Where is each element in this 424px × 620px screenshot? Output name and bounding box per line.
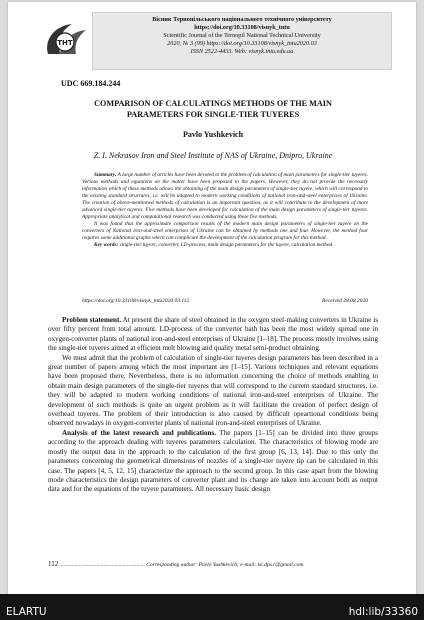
journal-name-en: Scientific Journal of the Ternopil National Technical University bbox=[163, 32, 321, 39]
handle-id[interactable]: hdl:lib/33360 bbox=[348, 606, 418, 618]
title-line-1: COMPARISON OF CALCULATINGS METHODS OF THE MAIN bbox=[94, 99, 332, 108]
analysis-text: The papers [1–15] can be divided into three groups according to the approach dealing with tuyeres parameters calculation. The characteristics of blowing mode are mostly the output data in the approach to the calculation of the first group [6, 13, 14]. Due to this only the parameters concerning the geometrical dimensions of nozzles of a single-tier tuyere tip can be calculated in this case. The papers [4, 5, 12, 15] characterize the approach to the second group. In this case apart from the blowing mode characteristics the design parameters of converter plant and its charge are taken into account both as output data and for the equations of the tuyere parameters. All necessary basic design bbox=[48, 428, 378, 494]
article-doi[interactable]: https://doi.org/10.33108/visnyk_tntu2020.03.112 bbox=[82, 298, 190, 304]
author-name: Pavlo Yushkevich bbox=[182, 130, 244, 139]
corresponding-author: Corresponding author: Pavlo Yushkevich; e-mail: isi.dps.r@gmail.com bbox=[146, 562, 304, 568]
keywords-text: single-tier tuyere, converter, LD-process, main design parameters for the tuyere, calculation method. bbox=[118, 242, 334, 248]
body-paragraph-2: We must admit that the problem of calculation of single-tier tuyeres design parameters has been described in a great number of papers among which the most important are [1–15]. Various techniques and relevant equations have been proposed there. Nevertheless, there is no information concerning the choice of methods enabling to obtain main design parameters of the single-tier tuyeres that will correspond to the current standard structures, i.e. they will be adapted to modern working conditions of national iron-and-steel enterprises of Ukraine. The development of such methods is quite an urgent problem as it will facilitate the creation of perfect design of overhead tuyeres. The problem of their introduction is also caused by difficult opeartional conditions being observed nowadays in oxygen-converter plants of national iron-and-steel enterprises of Ukraine. bbox=[48, 353, 378, 428]
page-footer bbox=[48, 560, 378, 568]
body-paragraph-1 bbox=[48, 316, 378, 354]
abstract-paragraph-2: It was found that the approximate comparison results of the modern main design parameters of single-tier tuyere on the converters of National iron-and-steel enterprises of Ukraine can be obtained by methods one and four. However, the method four requires some additional graphs which can complicate the development of the calculation program for this method. bbox=[82, 221, 368, 241]
udc-code: UDC 669.184.244 bbox=[61, 79, 121, 88]
journal-header bbox=[92, 12, 392, 70]
university-logo bbox=[42, 20, 88, 58]
summary-text: A large number of articles have been devoted to the problem of calculation of main parameters for single-tier tuyeres. Various methods and equations on the matter have been proposed in the papers. However, they do not provide the necessary information which of these methods allows the obtaining of the main design parameters of single-tier tuyere, which will correspond to the existing standard structures, i.e. will be adapted to modern working conditions of national iron-and-steel enterprises of Ukraine. The creation of above-mentioned methods of calculation is an important question, as it will contribute to the development of more advanced single-tier tuyeres. Five methods have been developed for calculation of the main design parameters of single-tier tuyeres. Appropriate analytical and computational research was conducted using these five methods. bbox=[82, 172, 368, 220]
summary-label: Summary. bbox=[94, 172, 117, 178]
paper-page bbox=[8, 2, 416, 594]
body-text bbox=[48, 316, 378, 495]
paper-title bbox=[48, 98, 378, 120]
repository-name[interactable]: ELARTU bbox=[6, 606, 47, 618]
issue-doi[interactable]: 2020, № 3 (99) https://doi.org/10.33108/visnyk_tntu2020.03 bbox=[167, 40, 317, 47]
problem-statement-text: At present the share of steel obtained in the oxygen steel-making converters in Ukraine is over fifty percent from total amount. LD-process of the converter bath has been the most widely spread one in oxygen-converter plants of national iron-and-steel enterprises of Ukraine [1–18]. The process mostly involves using the single-tier tuyeres aimed at efficient melt blowing and quality metal semi-product obtaining. bbox=[48, 316, 378, 353]
footer-dots: .............................................................. bbox=[59, 562, 145, 568]
article-doi-line bbox=[82, 298, 368, 304]
journal-doi-link[interactable]: https://doi.org/10.33108/visnyk_tntu bbox=[194, 24, 290, 31]
body-paragraph-3 bbox=[48, 429, 378, 495]
problem-statement-heading: Problem statement. bbox=[62, 316, 122, 324]
received-date: Received 28.08.2020 bbox=[322, 298, 368, 304]
abstract-paragraph-1 bbox=[82, 172, 368, 221]
title-line-2: PARAMETERS FOR SINGLE-TIER TUYERES bbox=[126, 110, 300, 119]
repository-bar bbox=[0, 594, 424, 620]
journal-name-ua: Вісник Тернопільського національного технічного університету bbox=[152, 16, 332, 23]
keywords-label: Key words: bbox=[94, 242, 119, 248]
logo-lettering: ТНТ bbox=[57, 39, 73, 47]
page-number: 112 bbox=[48, 560, 59, 568]
issn-web[interactable]: ISSN 2522-4433. Web: visnyk.tntu.edu.ua bbox=[190, 48, 294, 55]
author-affiliation: Z. I. Nekrasov Iron and Steel Institute of NAS of Ukraine, Dnipro, Ukraine bbox=[93, 151, 333, 160]
keywords bbox=[82, 242, 368, 249]
analysis-heading: Analysis of the latest research and publications. bbox=[62, 428, 217, 437]
abstract bbox=[82, 172, 368, 249]
